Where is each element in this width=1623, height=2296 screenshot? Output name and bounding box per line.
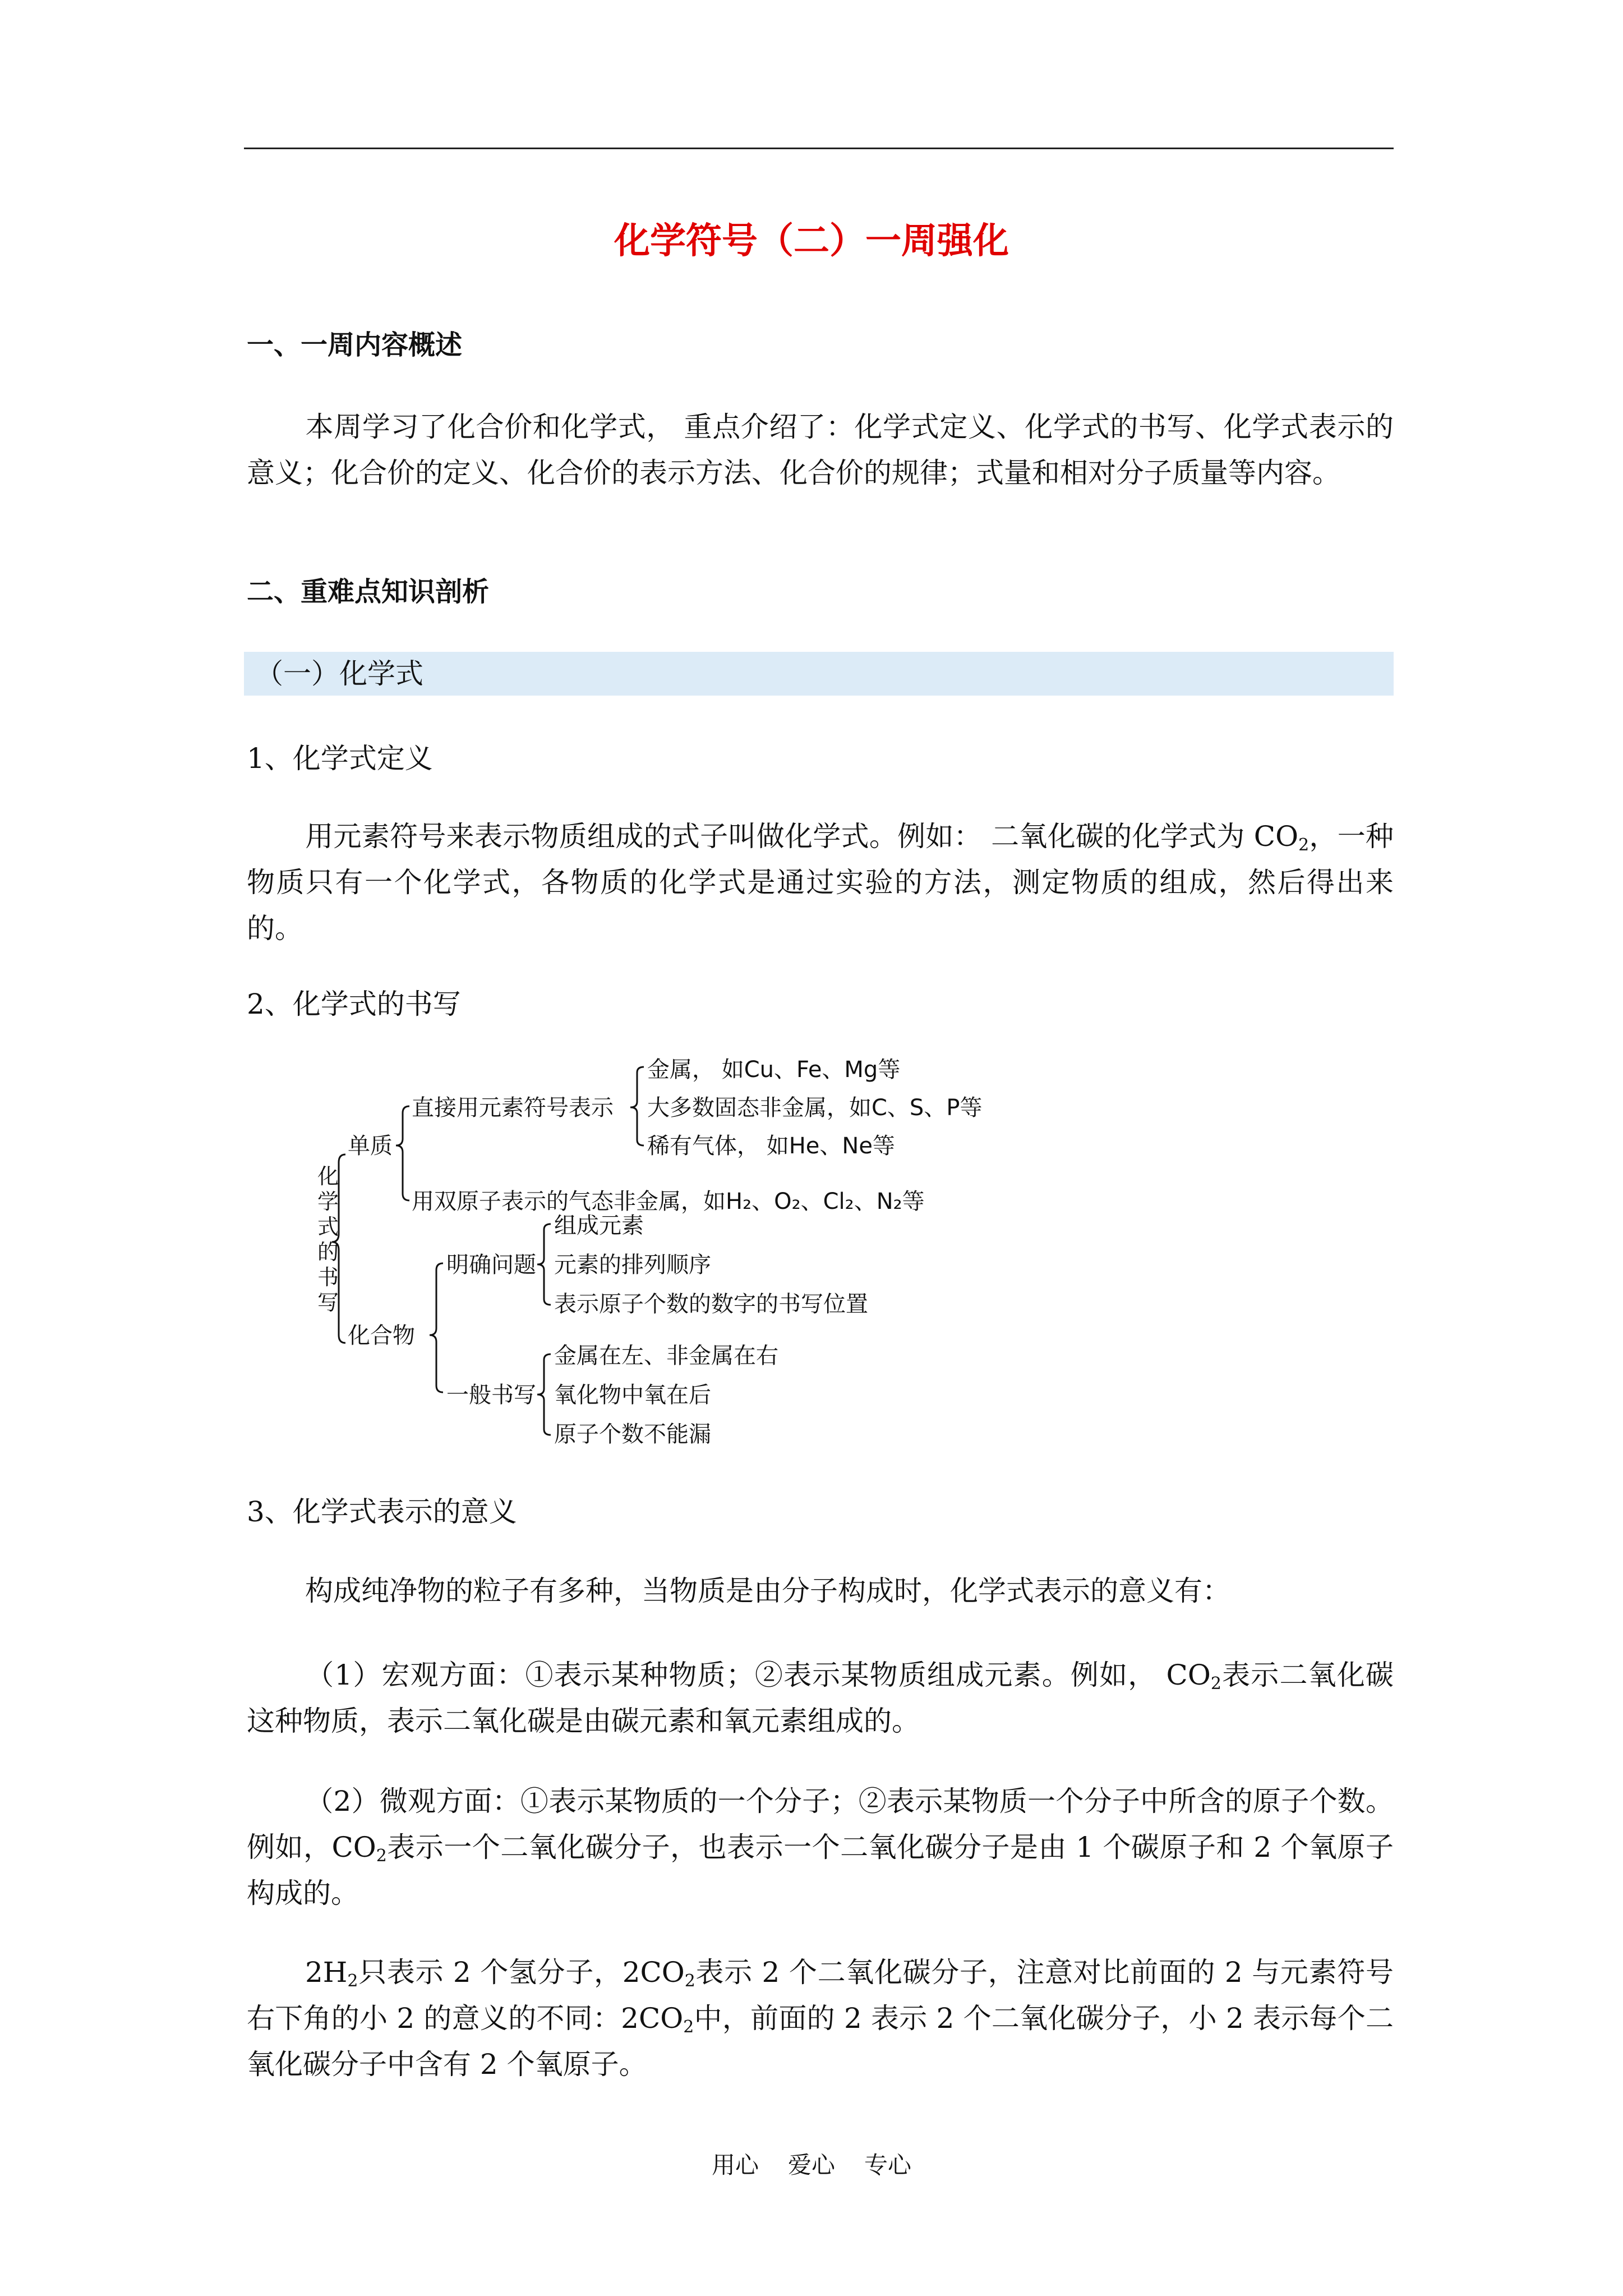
page-footer (0, 2148, 1623, 2182)
clarify-item: 表示原子个数的数字的书写位置 (554, 1291, 868, 1317)
general-item: 金属在左、非金属在右 (554, 1343, 778, 1369)
root-char: 式 (317, 1214, 339, 1239)
footer-word: 专心 (864, 2151, 912, 2179)
section-heading-analysis: 二、重难点知识剖析 (247, 576, 490, 608)
footer-word: 用心 (711, 2151, 759, 2179)
root-char: 的 (317, 1240, 339, 1264)
clarify-item: 元素的排列顺序 (554, 1252, 711, 1278)
clarify-brace (537, 1224, 551, 1305)
direct-item: 大多数固态非金属，如C、S、P等 (647, 1095, 983, 1121)
footer-word: 爱心 (787, 2151, 835, 2179)
root-char: 学 (317, 1189, 339, 1214)
root-char: 写 (317, 1290, 339, 1315)
root-char: 书 (317, 1265, 339, 1290)
compound-label: 化合物 (348, 1323, 415, 1349)
formula-writing-diagram (292, 1055, 1054, 1458)
simple-brace (396, 1106, 409, 1200)
item3-intro: 构成纯净物的粒子有多种，当物质是由分子构成时，化学式表示的意义有： (305, 1575, 1230, 1607)
direct-item: 稀有气体， 如He、Ne等 (647, 1133, 895, 1159)
simple-label: 单质 (348, 1133, 393, 1159)
item3-macro: （1）宏观方面：①表示某种物质；②表示某物质组成元素。例如， $CO_2$表示二氧化碳这种物质，表示二氧化碳是由碳元素和氧元素组成的。 (247, 1659, 1394, 1737)
item1-paragraph: 用元素符号来表示物质组成的式子叫做化学式。例如： 二氧化碳的化学式为 $CO_2$，一种物质只有一个化学式，各物质的化学式是通过实验的方法，测定物质的组成，然后得出来的。 (247, 820, 1394, 945)
item3-micro: （2）微观方面：①表示某物质的一个分子；②表示某物质一个分子中所含的原子个数。例如，$CO_2$表示一个二氧化碳分子，也表示一个二氧化碳分子是由 1 个碳原子和 2 个氧原子构成的。 (247, 1785, 1394, 1910)
general-label: 一般书写 (446, 1382, 536, 1408)
item2-heading: 2、化学式的书写 (247, 988, 461, 1020)
overview-paragraph: 本周学习了化合价和化学式， 重点介绍了：化学式定义、化学式的书写、化学式表示的意义；化合价的定义、化合价的表示方法、化合价的规律；式量和相对分子质量等内容。 (247, 411, 1394, 489)
item3-note: $2H_2$只表示 2 个氢分子，$2CO_2$表示 2 个二氧化碳分子，注意对比前面的 2 与元素符号右下角的小 2 的意义的不同：$2CO_2$中，前面的 2 表示 2 个二氧化碳分子，小 2 表示每个二氧化碳分子中含有 2 个氧原子。 (247, 1956, 1394, 2081)
general-brace (537, 1354, 551, 1435)
header-rule (244, 148, 1394, 149)
diatomic-label: 用双原子表示的气态非金属，如H₂、O₂、Cl₂、N₂等 (412, 1189, 925, 1214)
subsection-band-label: （一）化学式 (255, 657, 423, 690)
subsection-band (244, 652, 1394, 696)
item1-heading: 1、化学式定义 (247, 742, 433, 775)
direct-item: 金属， 如Cu、Fe、Mg等 (647, 1057, 901, 1083)
root-char: 化 (317, 1164, 339, 1189)
general-item: 原子个数不能漏 (554, 1421, 711, 1447)
direct-brace (630, 1067, 644, 1145)
direct-label: 直接用元素符号表示 (412, 1095, 614, 1121)
clarify-item: 组成元素 (554, 1213, 644, 1239)
general-item: 氧化物中氧在后 (554, 1382, 711, 1408)
clarify-label: 明确问题 (446, 1252, 536, 1278)
compound-brace (430, 1263, 443, 1392)
item3-heading: 3、化学式表示的意义 (247, 1496, 517, 1528)
page-title: 化学符号（二）一周强化 (614, 220, 1009, 262)
section-heading-overview: 一、一周内容概述 (247, 329, 463, 361)
